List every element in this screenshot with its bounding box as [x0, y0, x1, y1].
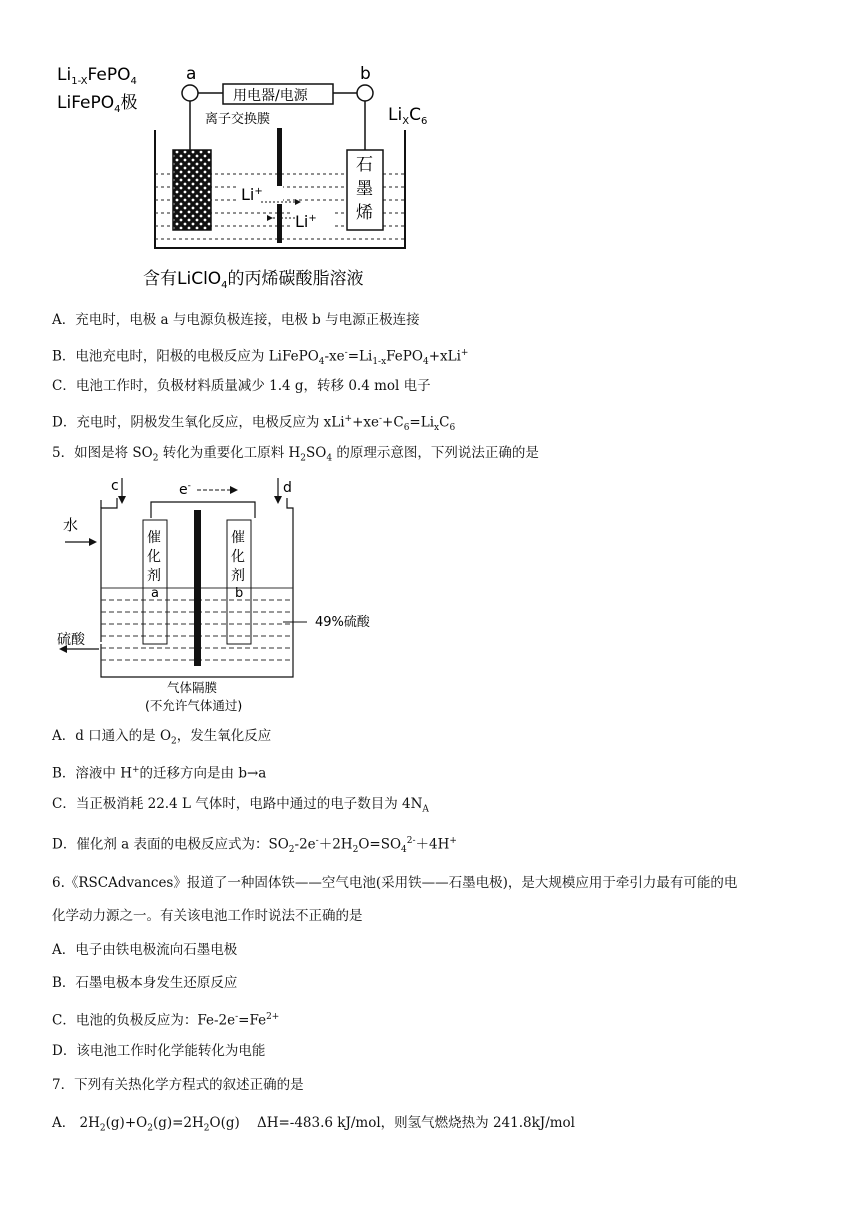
q6-stem-2: 化学动力源之一。有关该电池工作时说法不正确的是 — [52, 908, 363, 924]
battery-diagram — [55, 62, 485, 294]
q6-option-b: B．石墨电极本身发生还原反应 — [52, 975, 238, 991]
q6-option-a: A．电子由铁电极流向石墨电极 — [52, 942, 238, 958]
graphene-char-2: 墨 — [356, 179, 373, 199]
catalyst-a-char: 催 — [147, 530, 161, 546]
label-lixc6: $Li_XC_6$ — [388, 105, 428, 127]
catalyst-b-char: 剂 — [231, 568, 245, 584]
acid-49-label: 49%硫酸 — [315, 615, 370, 630]
electron-label: e- — [179, 481, 191, 498]
so2-cell-diagram — [55, 472, 405, 718]
q6-option-d: D．该电池工作时化学能转化为电能 — [52, 1043, 266, 1059]
inlet-c-label: c — [111, 478, 119, 494]
label-lifepo4-electrode: LiFePO$_4$极 — [57, 93, 138, 115]
terminal-b-label: b — [360, 64, 371, 84]
q6-stem-1: 6.《RSCAdvances》报道了一种固体铁——空气电池(采用铁——石墨电极)，是大规模应用于牵引力最有可能的电 — [52, 875, 738, 891]
q7-option-a: A． $2H_2(g)+O_2(g)=2H_2O(g)$ ΔH=-483.6 kJ/mol，则氢气燃烧热为 241.8kJ/mol — [52, 1115, 575, 1134]
ion-exchange-membrane — [277, 128, 282, 243]
catalyst-a-char: a — [151, 586, 159, 601]
membrane-caption-2: (不允许气体通过) — [145, 698, 243, 713]
terminal-b — [357, 85, 373, 101]
q5-option-d: D．催化剂 a 表面的电极反应式为：$SO_2-2e^-+2H_2O=SO_4^{2-}+4H^+$ — [52, 836, 457, 856]
ion-li-1: Li+ — [241, 185, 263, 204]
water-label: 水 — [63, 516, 79, 534]
electrolyte-caption: 含有LiClO$_4$的丙烯碳酸脂溶液 — [143, 269, 364, 291]
q5-option-b: B．溶液中 H+的迁移方向是由 b→a — [52, 765, 267, 782]
q4-option-a: A．充电时，电极 a 与电源负极连接，电极 b 与电源正极连接 — [52, 312, 420, 328]
gas-membrane — [194, 510, 201, 666]
q4-option-c: C．电池工作时，负极材料质量减少 1.4 g，转移 0.4 mol 电子 — [52, 378, 431, 394]
terminal-a-label: a — [186, 64, 197, 84]
q4-option-d: D．充电时，阴极发生氧化反应，电极反应为 $xLi^++xe^-+C_6=Li_xC_6$ — [52, 414, 456, 434]
membrane-label: 离子交换膜 — [205, 112, 271, 127]
catalyst-b-char: 催 — [231, 530, 245, 546]
inlet-d-label: d — [283, 480, 292, 496]
graphene-char-1: 石 — [356, 155, 373, 175]
lifepo4-electrode — [173, 150, 211, 230]
catalyst-b-char: b — [235, 586, 244, 601]
q4-option-b: B．电池充电时，阳极的电极反应为 $LiFePO_4-xe^-=Li_{1-x}FePO_4+xLi^+$ — [52, 348, 469, 368]
graphene-char-3: 烯 — [356, 203, 373, 223]
terminal-a — [182, 85, 198, 101]
q7-stem: 7．下列有关热化学方程式的叙述正确的是 — [52, 1077, 304, 1093]
membrane-caption-1: 气体隔膜 — [167, 680, 218, 695]
load-source-label: 用电器/电源 — [233, 88, 308, 104]
ion-li-2: Li+ — [295, 212, 317, 231]
catalyst-b-char: 化 — [231, 549, 245, 565]
q5-stem: 5．如图是将 $SO_2$ 转化为重要化工原料 $H_2SO_4$ 的原理示意图，下列说法正确的是 — [52, 445, 539, 464]
catalyst-a-char: 化 — [147, 549, 161, 565]
catalyst-a-char: 剂 — [147, 568, 161, 584]
q5-option-c: C．当正极消耗 22.4 L 气体时，电路中通过的电子数目为 $4N_A$ — [52, 796, 429, 815]
label-li1x-fepo4: $Li_{1-X}FePO_4$ — [57, 65, 137, 87]
q6-option-c: C．电池的负极反应为：$Fe-2e^-=Fe^{2+}$ — [52, 1012, 280, 1029]
q5-option-a: A．d 口通入的是 $O_2$，发生氧化反应 — [52, 728, 272, 747]
acid-outlet-label: 硫酸 — [57, 632, 85, 648]
